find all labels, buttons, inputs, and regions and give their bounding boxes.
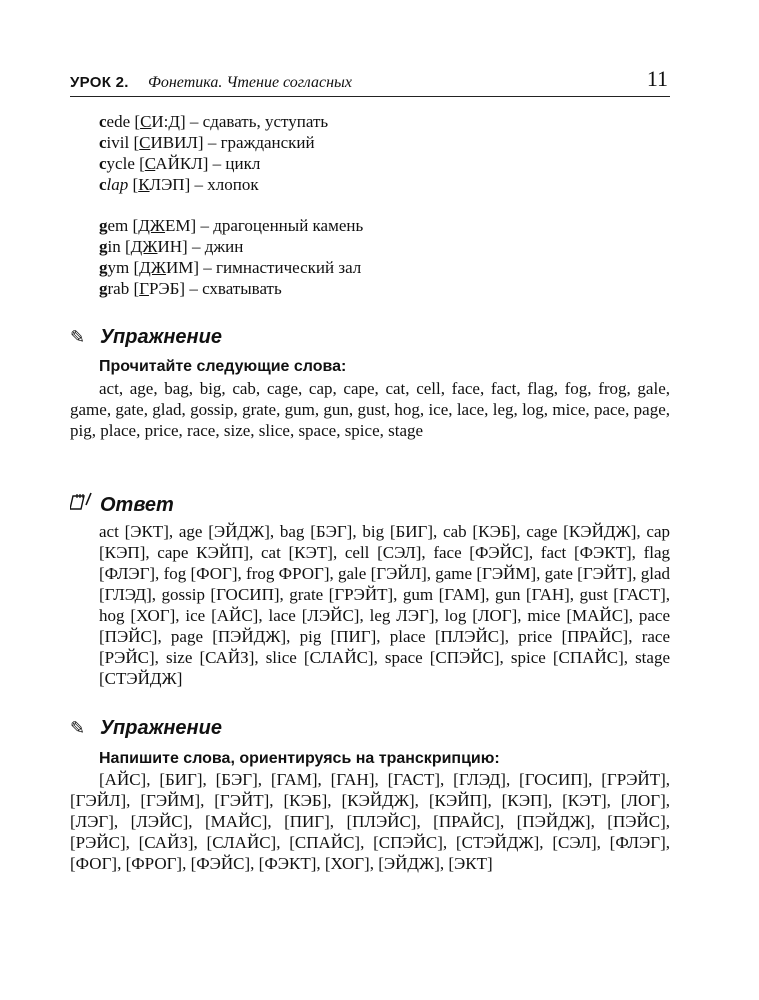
transcription-list: [АЙС], [БИГ], [БЭГ], [ГАМ], [ГАН], [ГАСТ], [ГЛЭД], [ГОСИП], [ГРЭЙТ], [ГЭЙЛ], [ГЭЙМ], [ГЭЙТ], [КЭБ], [КЭЙДЖ], [КЭЙП], [КЭП], [КЭТ], [ЛОГ], [ЛЭГ], [ЛЭЙС], [МАЙС], [ПИГ], [ПЛЭЙС], [ПРАЙС], [ПЭЙДЖ], [ПЭЙС], [РЭЙС], [САЙЗ], [СЛАЙС], [СПАЙС], [СПЭЙС], [СТЭЙДЖ], [СЭЛ], [ФЛЭГ], [ФОГ], [ФРОГ], [ФЭЙС], [ФЭКТ], [ХОГ], [ЭЙДЖ], [ЭКТ] bbox=[70, 770, 670, 873]
pencil-icon: ✎ bbox=[70, 718, 86, 739]
exercise-heading: ✎ Упражнение bbox=[70, 717, 222, 739]
vocab-entry: cede [СИ:Д] – сдавать, уступать bbox=[99, 112, 329, 131]
vocab-entry: gem [ДЖЕМ] – драгоценный камень bbox=[99, 216, 364, 235]
vocab-entry: gym [ДЖИМ] – гимнастический зал bbox=[99, 258, 362, 277]
answer-text: act [ЭКТ], age [ЭЙДЖ], bag [БЭГ], big [БИГ], cab [КЭБ], cage [КЭЙДЖ], cap [КЭП], cape КЭЙП], cat [КЭТ], cell [СЭЛ], face [ФЭЙС], fact [ФЭКТ], flag [ФЛЭГ], fog [ФОГ], frog ФРОГ], gale [ГЭЙЛ], game [ГЭЙМ], gate [ГЭЙТ], glad [ГЛЭД], gossip [ГОСИП], grate [ГРЭЙТ], gum [ГАМ], gun [ГАН], gust [ГАСТ], hog [ХОГ], ice [АЙС], lace [ЛЭЙС], leg ЛЭГ], log [ЛОГ], mice [МАЙС], pace [ПЭЙС], page [ПЭЙДЖ], pig [ПИГ], place [ПЛЭЙС], price [ПРАЙС], race [РЭЙС], size [САЙЗ], slice [СЛАЙС], space [СПЭЙС], spice [СПАЙС], stage [СТЭЙДЖ] bbox=[99, 522, 670, 688]
page-header bbox=[70, 66, 670, 94]
lesson-label: УРОК 2. bbox=[70, 74, 129, 91]
exercise-heading: ✎ Упражнение bbox=[70, 326, 222, 348]
notepad-icon bbox=[70, 491, 94, 516]
vocab-entry: grab [ГРЭБ] – схватывать bbox=[99, 279, 282, 298]
lesson-topic: Фонетика. Чтение согласных bbox=[148, 74, 352, 91]
vocab-entry: gin [ДЖИН] – джин bbox=[99, 237, 244, 256]
page-number: 11 bbox=[646, 66, 668, 91]
header-divider bbox=[70, 96, 670, 97]
vocab-entry: clap [КЛЭП] – хлопок bbox=[99, 175, 259, 194]
vocab-entry: civil [СИВИЛ] – гражданский bbox=[99, 133, 315, 152]
pencil-icon: ✎ bbox=[70, 327, 86, 348]
vocab-list-c bbox=[99, 111, 328, 195]
vocab-list-g bbox=[99, 215, 363, 299]
vocab-entry: cycle [САЙКЛ] – цикл bbox=[99, 154, 261, 173]
answer-heading: Ответ bbox=[70, 491, 174, 517]
exercise-instruction: Прочитайте следующие слова: bbox=[99, 358, 347, 375]
exercise-instruction: Напишите слова, ориентируясь на транскрипцию: bbox=[99, 750, 500, 767]
exercise-word-list: act, age, bag, big, cab, cage, cap, cape, cat, cell, face, fact, flag, fog, frog, gale, game, gate, glad, gossip, grate, gum, gun, gust, hog, ice, lace, leg, log, mice, pace, page, pig, place, price, race, size, slice, space, spice, stage bbox=[70, 379, 670, 440]
